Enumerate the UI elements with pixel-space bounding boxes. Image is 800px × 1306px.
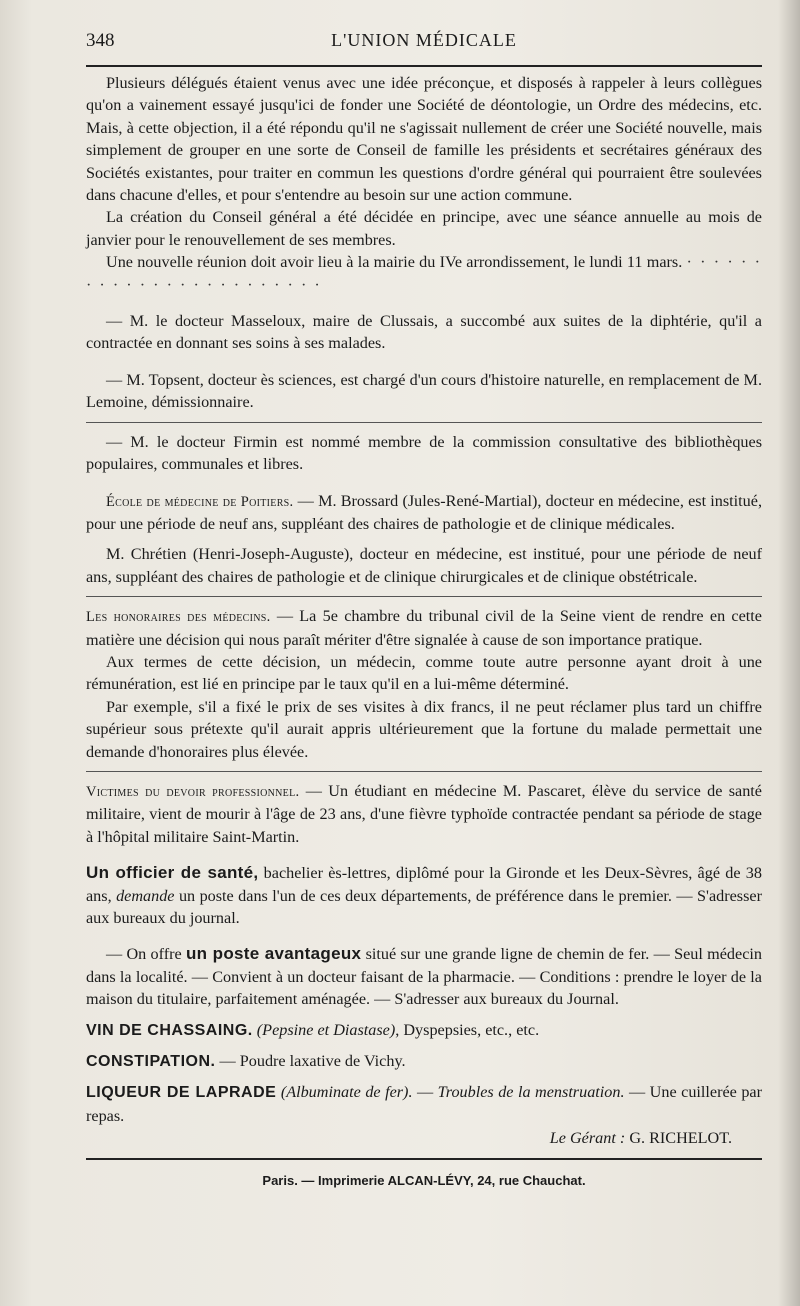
page-number: 348 bbox=[86, 30, 115, 51]
ad-officier-de-sante bbox=[86, 862, 762, 929]
ad-liqueur-text: — Une cuillerée par repas. bbox=[86, 1083, 763, 1125]
paragraph-chretien: M. Chrétien (Henri-Joseph-Auguste), docteur en médecine, est institué, pour une période de neuf ans, suppléant des chaires de pathologie et de clinique chirurgicales et de clinique obstétricale. bbox=[86, 545, 762, 586]
ad-liqueur-italic2: Troubles de la menstruation. bbox=[437, 1083, 625, 1102]
section-divider bbox=[86, 422, 762, 423]
paragraph-conseil-general: La création du Conseil général a été décidée en principe, avec une séance annuelle au mois de janvier pour le renouvellement de ses membres. bbox=[86, 208, 762, 249]
dot-leader: · · · · · · · · · · · · · · · · · · · · · · · · bbox=[86, 253, 762, 294]
ad-officier-text2: un poste dans l'un de ces deux départements, de préférence dans le premier. — S'adresser aux bureaux du journal. bbox=[86, 886, 762, 927]
section-divider bbox=[86, 771, 762, 772]
paragraph-masseloux: — M. le docteur Masseloux, maire de Clussais, a succombé aux suites de la diphtérie, qu'il a contractée en donnant ses soins à ses malades. bbox=[86, 312, 762, 353]
ad-constipation-text: — Poudre laxative de Vichy. bbox=[215, 1052, 406, 1071]
paragraph-delegues: Plusieurs délégués étaient venus avec une idée préconçue, et disposés à rappeler à leurs collègues qu'on a vainement essayé jusqu'ici de fonder une Société de déontologie, un Ordre des médecins, etc. Mais, à cette objection, il a été répondu qu'il ne s'agissait nullement de créer une Société nouvelle, mais simplement de grouper en une sorte de Conseil de famille les présidents et secrétaires généraux des Sociétés existantes, pour traiter en commun les questions d'ordre général qui pourraient être soulevées dans chacune d'elles, et pour s'entendre au besoin sur une action commune. bbox=[86, 74, 762, 205]
ad-poste-avantageux bbox=[86, 943, 762, 1010]
ad-vin-title: VIN DE CHASSAING. bbox=[86, 1021, 253, 1039]
ad-vin-chassaing bbox=[86, 1019, 762, 1042]
ecole-text: — M. Brossard (Jules-René-Martial), docteur en médecine, est institué, pour une période de neuf ans, suppléant des chaires de pathologie et de clinique médicales. bbox=[86, 491, 762, 533]
gerant-label: Le Gérant : bbox=[549, 1129, 626, 1148]
ad-constipation bbox=[86, 1050, 762, 1073]
footer-rule bbox=[86, 1158, 762, 1160]
ad-officier-title: Un officier de santé, bbox=[86, 863, 259, 883]
ad-officier-text1: bachelier ès-lettres, diplômé pour la Gironde et les Deux-Sèvres, âgé de 38 ans, bbox=[86, 864, 762, 905]
paragraph-firmin: — M. le docteur Firmin est nommé membre de la commission consultative des bibliothèques populaires, communales et libres. bbox=[86, 432, 762, 474]
section-divider bbox=[86, 596, 762, 597]
page-body bbox=[86, 72, 762, 1192]
paragraph-decision: Aux termes de cette décision, un médecin, comme toute autre personne ayant droit à une rémunération, est lié en principe par le taux qu'il en a lui-même déterminé. bbox=[86, 652, 762, 694]
ad-poste-title: un poste avantageux bbox=[186, 944, 362, 964]
paragraph-ecole-poitiers bbox=[86, 490, 762, 536]
gerant-signature bbox=[86, 1127, 762, 1149]
honoraires-text: — La 5e chambre du tribunal civil de la Seine vient de rendre en cette matière une décision qui nous paraît mériter d'être signalée à cause de son importance pratique. bbox=[86, 607, 762, 649]
honoraires-label: Les honoraires des médecins. bbox=[86, 609, 271, 626]
ad-constipation-title: CONSTIPATION. bbox=[86, 1053, 216, 1071]
running-title: L'UNION MÉDICALE bbox=[331, 30, 517, 50]
ad-liqueur-italic1: (Albuminate de fer). bbox=[280, 1083, 413, 1102]
paragraph-nouvelle-reunion bbox=[86, 251, 762, 296]
paragraph-victimes bbox=[86, 780, 762, 848]
ad-liqueur-dash: — bbox=[412, 1083, 438, 1102]
paragraph-topsent: — M. Topsent, docteur ès sciences, est chargé d'un cours d'histoire naturelle, en remplacement de M. Lemoine, démissionnaire. bbox=[86, 370, 762, 412]
header-rule bbox=[86, 65, 762, 67]
ad-poste-text: situé sur une grande ligne de chemin de fer. — Seul médecin dans la localité. — Convient à un docteur faisant de la pharmacie. — Conditions : prendre le loyer de la maison du titulaire, parfaitement aménagée. — S'adresser aux bureaux du Journal. bbox=[86, 945, 762, 1009]
page-spine-shadow bbox=[778, 0, 800, 1306]
reunion-text: Une nouvelle réunion doit avoir lieu à la mairie du IVe arrondissement, le lundi 11 mars. bbox=[106, 253, 683, 272]
ad-officier-italic: demande bbox=[116, 886, 175, 905]
ad-poste-prefix: — On offre bbox=[106, 945, 186, 964]
victimes-label: Victimes du devoir professionnel. bbox=[86, 783, 300, 800]
ad-vin-text: , Dyspepsies, etc., etc. bbox=[395, 1020, 540, 1039]
ad-liqueur-laprade bbox=[86, 1081, 762, 1127]
ecole-label: École de médecine de Poitiers. bbox=[106, 493, 294, 510]
ad-vin-italic: (Pepsine et Diastase) bbox=[256, 1020, 396, 1039]
victimes-text: — Un étudiant en médecine M. Pascaret, élève du service de santé militaire, vient de mourir à l'âge de 23 ans, d'une fièvre typhoïde contractée pendant sa période de stage à l'hôpital militaire Saint-Martin. bbox=[86, 781, 762, 846]
paragraph-honoraires bbox=[86, 605, 762, 651]
page-header bbox=[86, 30, 762, 60]
printer-imprint: Paris. — Imprimerie ALCAN-LÉVY, 24, rue Chauchat. bbox=[262, 1172, 586, 1188]
gerant-name: G. RICHELOT. bbox=[629, 1129, 732, 1148]
paragraph-exemple: Par exemple, s'il a fixé le prix de ses visites à dix francs, il ne peut réclamer plus tard un chiffre supérieur sous prétexte qu'il aurait appris ultérieurement que la fortune du malade permettait une demande d'honoraires plus élevée. bbox=[86, 697, 762, 761]
ad-liqueur-title: LIQUEUR DE LAPRADE bbox=[86, 1084, 277, 1102]
